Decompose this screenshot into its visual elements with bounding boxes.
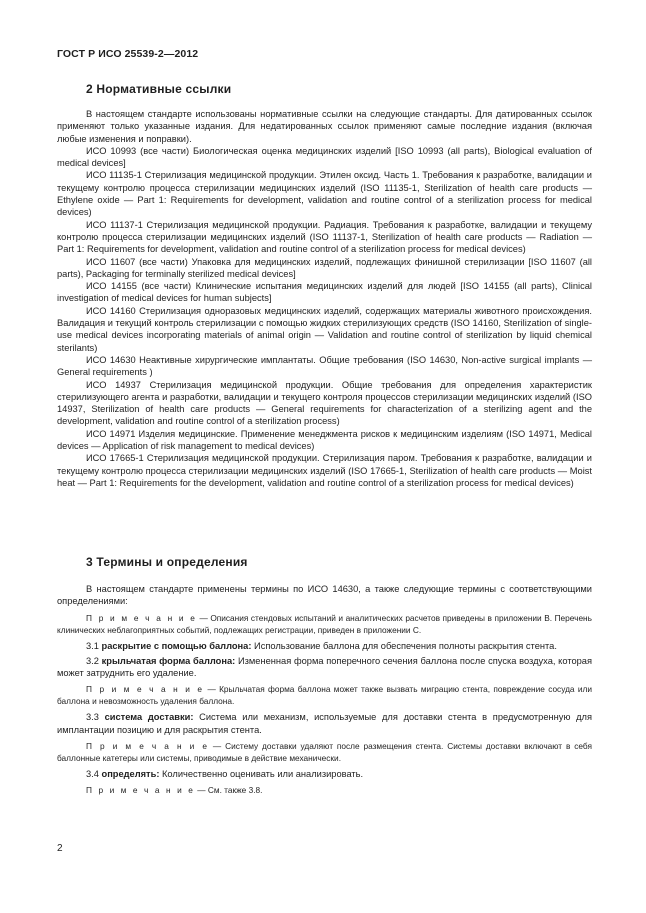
term-definition: Количественно оценивать или анализировать. xyxy=(159,769,364,780)
note-text: Описания стендовых испытаний и аналитических расчетов приведены в приложении В. Перечень клинических неблагоприятных событий, подлежащих регистрации, приведен в приложении С. xyxy=(57,612,592,635)
section-3-title: 3 Термины и определения xyxy=(86,555,248,569)
reference-item: ИСО 11135-1 Стерилизация медицинской продукции. Этилен оксид. Часть 1. Требования к разработке, валидации и текущему контролю процесса стерилизации медицинских изделий (ISO 11135-1, Sterilization of health care products — Ethylene oxide — Part 1: Requirements for development, validation and routine control of a sterilization process for medical devices) xyxy=(57,170,592,218)
note-1: П р и м е ч а н и е — Описания стендовых испытаний и аналитических расчетов приведены в приложении В. Перечень клинических неблагоприятных событий, подлежащих регистрации, приведен в приложении С. xyxy=(57,612,592,635)
reference-item: ИСО 14160 Стерилизация одноразовых медицинских изделий, содержащих материалы животного происхождения. Валидация и текущий контроль стерилизации с помощью жидких стерилизующих средств (ISO 14160, Sterilization of single-use medical devices incorporating materials of animal origin — Validation and routine control of sterilization by liquid chemical sterilants) xyxy=(57,305,592,353)
note-2: П р и м е ч а н и е — Крыльчатая форма баллона может также вызвать миграцию стента, повреждение сосуда или баллона и невозможность удаления баллона. xyxy=(57,684,592,707)
term-3-4: 3.4 определять: Количественно оценивать или анализировать. xyxy=(86,769,364,780)
note-label: П р и м е ч а н и е xyxy=(86,785,195,796)
reference-item: ИСО 14937 Стерилизация медицинской продукции. Общие требования для определения характеристик стерилизующего агента и разработки, валидации и текущего контроля процессов стерилизации медицинских изделий (ISO 14937, Sterilization of health care products — General requirements for characterization of a sterilizing agent and the development, validation and routine control of a sterilization process) xyxy=(57,379,592,427)
term-definition: Использование баллона для обеспечения полноты раскрытия стента. xyxy=(251,640,557,651)
term-name: определять: xyxy=(101,769,160,780)
section-2-intro: В настоящем стандарте использованы нормативные ссылки на следующие стандарты. Для датированных ссылок применяют только указанные издания. Для недатированных ссылок применяют самые последние издания (включая любые изменения и поправки). xyxy=(57,109,592,144)
note-label: П р и м е ч а н и е xyxy=(86,741,210,752)
note-text: См. также 3.8. xyxy=(207,785,263,796)
term-name: система доставки: xyxy=(104,712,194,723)
note-label: П р и м е ч а н и е xyxy=(86,612,197,623)
term-name: раскрытие с помощью баллона: xyxy=(101,640,252,651)
section-2-title: 2 Нормативные ссылки xyxy=(86,82,232,96)
section-3-intro: В настоящем стандарте применены термины по ИСО 14630, а также следующие термины с соответствующими определениями: xyxy=(57,584,592,607)
page-number: 2 xyxy=(57,843,63,854)
note-3: П р и м е ч а н и е — Систему доставки удаляют после размещения стента. Системы доставки включают в себя баллонные катетеры или системы, приводимые в действие механически. xyxy=(57,741,592,764)
term-name: крыльчатая форма баллона: xyxy=(101,655,236,666)
term-definition: Измененная форма поперечного сечения баллона после спуска воздуха, которая может затруднить его удаление. xyxy=(57,655,593,679)
reference-item: ИСО 14630 Неактивные хирургические имплантаты. Общие требования (ISO 14630, Non-active surgical implants — General requirements ) xyxy=(57,354,592,378)
reference-item: ИСО 17665-1 Стерилизация медицинской продукции. Стерилизация паром. Требования к разработке, валидации и текущему контролю процесса стерилизации медицинских изделий (ISO 17665-1, Sterilization of health care products — Moist heat — Part 1: Requirements for the development, validation and routine control of a sterilization process for medical devices) xyxy=(57,453,592,488)
reference-item: ИСО 14155 (все части) Клинические испытания медицинских изделий для людей [ISO 14155 (all parts), Clinical investigation of medical devices for human subjects] xyxy=(57,281,592,304)
reference-item: ИСО 11137-1 Стерилизация медицинской продукции. Радиация. Требования к разработке, валидации и текущему контролю процесса стерилизации медицинских изделий (ISO 11137-1, Sterilization of health care products — Radiation — Part 1: Requirements for development, validation and routine control of a sterilization process for medical devices) xyxy=(57,219,592,255)
note-4: П р и м е ч а н и е — См. также 3.8. xyxy=(86,785,263,796)
note-text: Систему доставки удаляют после размещения стента. Системы доставки включают в себя баллонные катетеры или системы, приводимые в действие механически. xyxy=(57,741,592,764)
reference-item: ИСО 11607 (все части) Упаковка для медицинских изделий, подлежащих финишной стерилизации [ISO 11607 (all parts), Packaging for terminally sterilized medical devices] xyxy=(57,256,592,279)
note-label: П р и м е ч а н и е xyxy=(86,684,205,695)
reference-item: ИСО 10993 (все части) Биологическая оценка медицинских изделий [ISO 10993 (all parts), Biological evaluation of medical devices] xyxy=(57,145,592,169)
section-3-body xyxy=(57,583,592,796)
reference-item: ИСО 14971 Изделия медицинские. Применение менеджмента рисков к медицинским изделиям (ISO 14971, Medical devices — Application of risk management to medical devices) xyxy=(57,428,592,452)
term-3-3: 3.3 система доставки: Система или механизм, используемые для доставки стента в предусмотренную для имплантации позицию и для раскрытия стента. xyxy=(57,712,592,735)
term-3-1: 3.1 раскрытие с помощью баллона: Использование баллона для обеспечения полноты раскрытия стента. xyxy=(86,640,557,651)
term-definition: Система или механизм, используемые для доставки стента в предусмотренную для имплантации позицию и для раскрытия стента. xyxy=(57,712,592,735)
section-2-body xyxy=(57,108,592,489)
note-text: Крыльчатая форма баллона может также вызвать миграцию стента, повреждение сосуда или баллона и невозможность удаления баллона. xyxy=(57,684,592,707)
term-3-2: 3.2 крыльчатая форма баллона: Измененная форма поперечного сечения баллона после спуска воздуха, которая может затруднить его удаление. xyxy=(57,655,593,679)
document-header: ГОСТ Р ИСО 25539-2—2012 xyxy=(57,48,199,60)
